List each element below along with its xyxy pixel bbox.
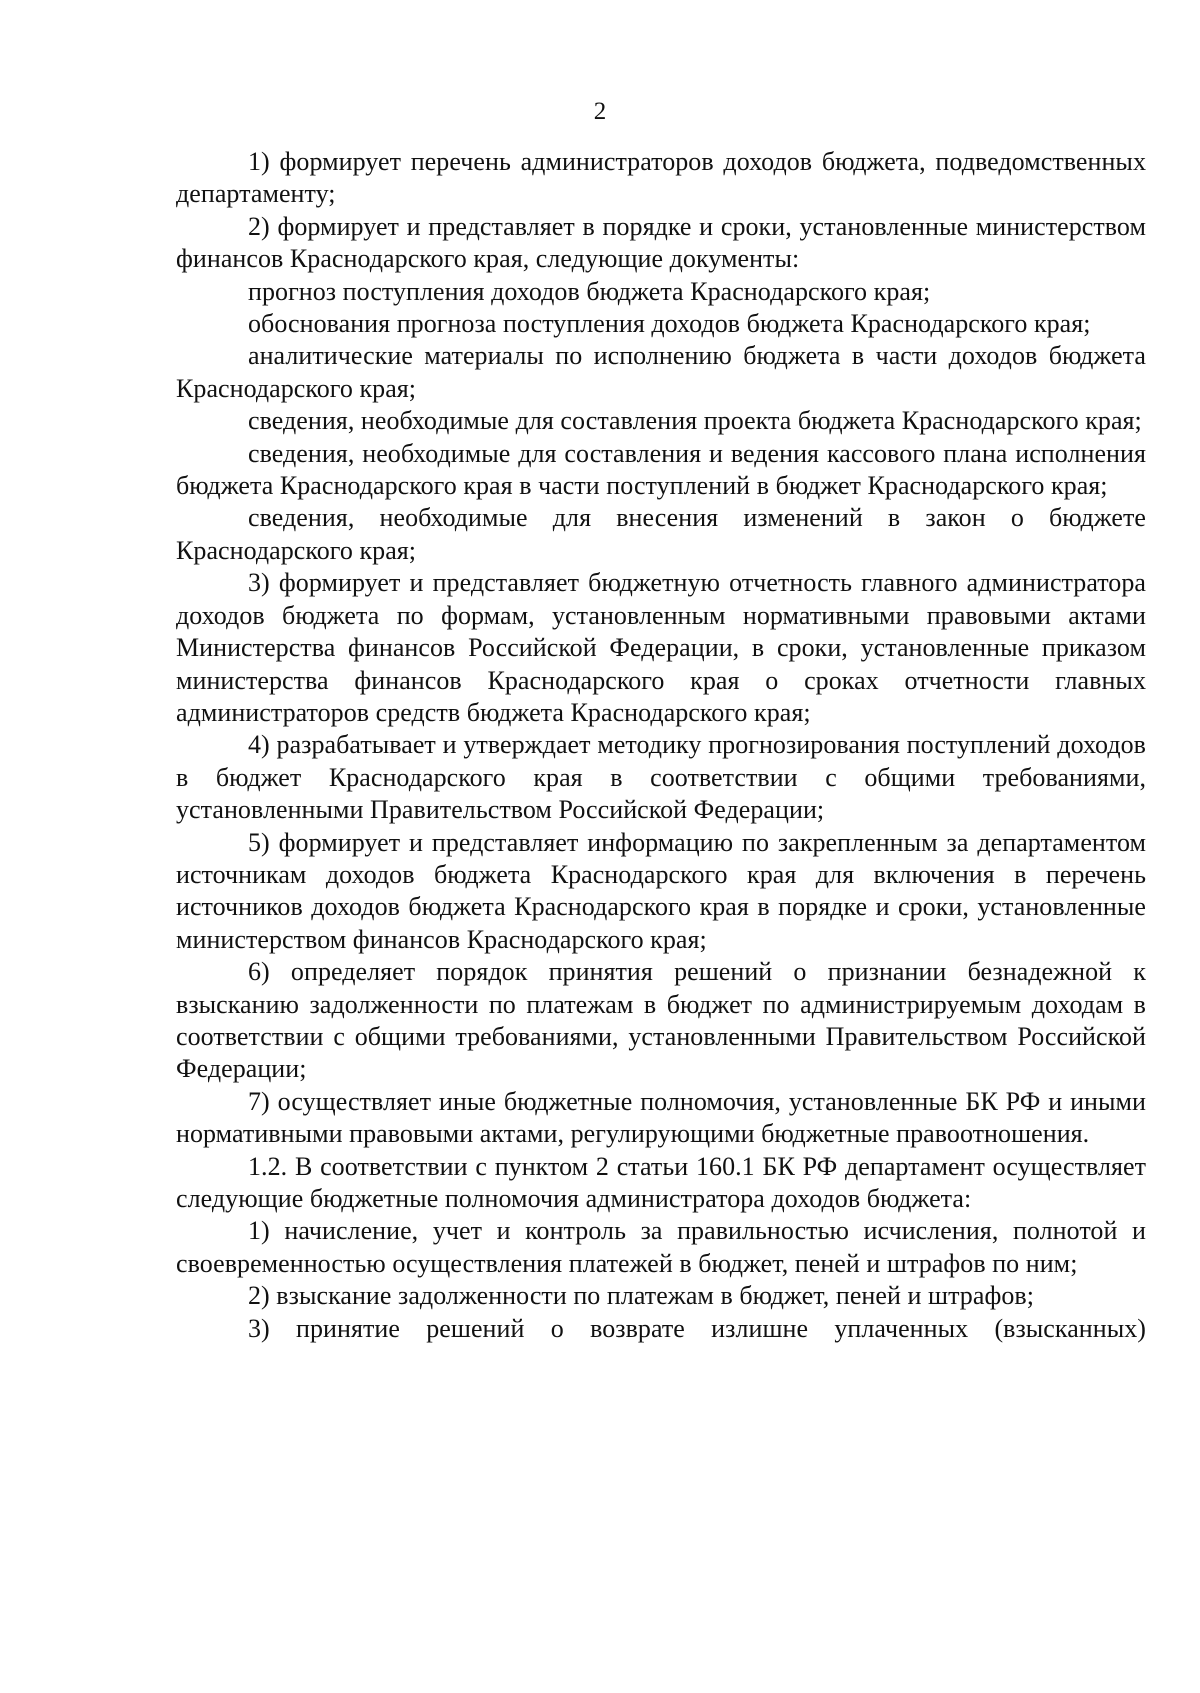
paragraph: 3) формирует и представляет бюджетную отчетность главного администратора доходов бюджета по формам, установленным нормативными правовыми актами Министерства финансов Российской Федерации, в сроки, установленные приказом министерства финансов Краснодарского края о сроках отчетности главных администраторов средств бюджета Краснодарского края;: [176, 568, 1146, 727]
paragraph: обоснования прогноза поступления доходов бюджета Краснодарского края;: [248, 309, 1091, 339]
paragraph: сведения, необходимые для внесения изменений в закон о бюджете Краснодарского края;: [176, 503, 1146, 565]
paragraph: 6) определяет порядок принятия решений о признании безнадежной к взысканию задолженности по платежам в бюджет по администрируемым доходам в соответствии с общими требованиями, установленными Правительством Российской Федерации;: [176, 957, 1146, 1084]
paragraph: 2) взыскание задолженности по платежам в бюджет, пеней и штрафов;: [248, 1281, 1034, 1311]
paragraph: сведения, необходимые для составления и ведения кассового плана исполнения бюджета Краснодарского края в части поступлений в бюджет Краснодарского края;: [176, 438, 1146, 501]
document-body: [176, 146, 1146, 1345]
paragraph: 1.2. В соответствии с пунктом 2 статьи 160.1 БК РФ департамент осуществляет следующие бюджетные полномочия администратора доходов бюджета:: [176, 1151, 1146, 1213]
paragraph: 2) формирует и представляет в порядке и сроки, установленные министерством финансов Краснодарского края, следующие документы:: [176, 211, 1146, 274]
paragraph: 7) осуществляет иные бюджетные полномочия, установленные БК РФ и иными нормативными правовыми актами, регулирующими бюджетные правоотношения.: [176, 1086, 1146, 1149]
paragraph: прогноз поступления доходов бюджета Краснодарского края;: [248, 276, 931, 306]
paragraph: 1) формирует перечень администраторов доходов бюджета, подведомственных департаменту;: [176, 147, 1146, 209]
paragraph: 4) разрабатывает и утверждает методику прогнозирования поступлений доходов в бюджет Краснодарского края в соответствии с общими требованиями, установленными Правительством Российской Федерации;: [176, 730, 1146, 825]
paragraph: сведения, необходимые для составления проекта бюджета Краснодарского края;: [248, 406, 1142, 436]
paragraph: 1) начисление, учет и контроль за правильностью исчисления, полнотой и своевременностью осуществления платежей в бюджет, пеней и штрафов по ним;: [176, 1216, 1146, 1278]
paragraph-continued: 3) принятие решений о возврате излишне уплаченных (взысканных): [248, 1313, 1146, 1343]
paragraph: 5) формирует и представляет информацию по закрепленным за департаментом источникам доходов бюджета Краснодарского края для включения в перечень источников доходов бюджета Краснодарского края в порядке и сроки, установленные министерством финансов Краснодарского края;: [176, 827, 1146, 954]
page-number: 2: [593, 98, 607, 125]
paragraph: аналитические материалы по исполнению бюджета в части доходов бюджета Краснодарского края;: [176, 341, 1146, 403]
